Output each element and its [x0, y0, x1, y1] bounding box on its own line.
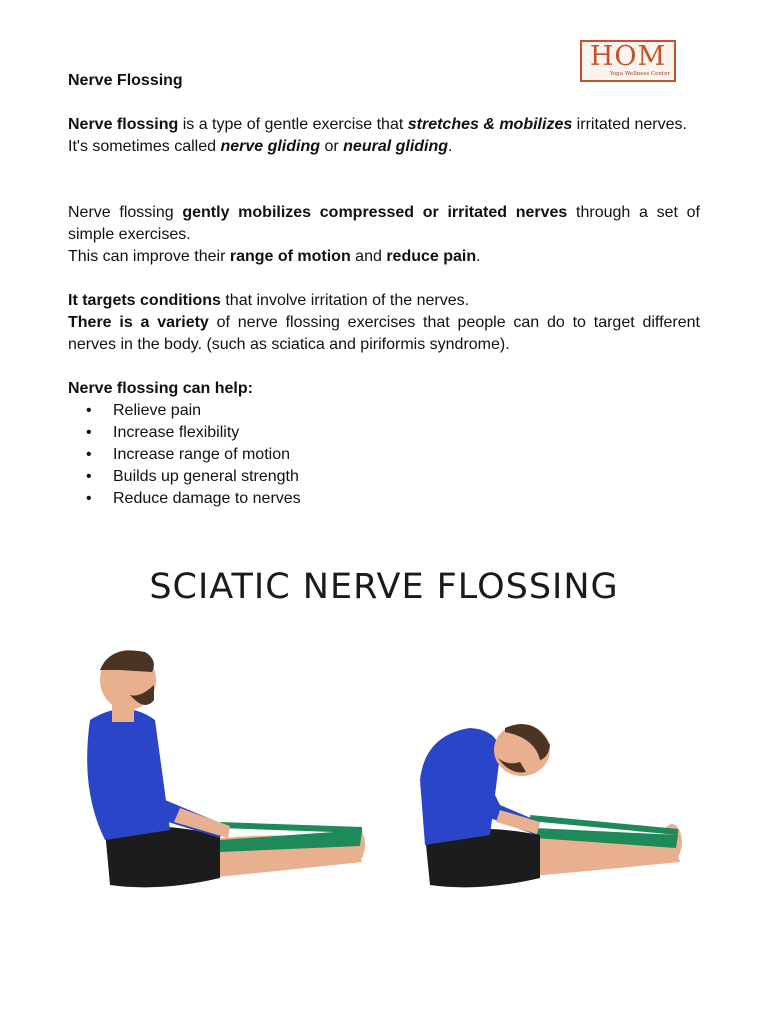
- emphasis-bold-italic: neural gliding: [343, 138, 449, 155]
- text-span: .: [476, 248, 481, 265]
- seated-slump-illustration: [400, 640, 700, 910]
- seated-upright-illustration: [70, 640, 380, 910]
- figure-heading: SCIATIC NERVE FLOSSING: [149, 567, 619, 607]
- hair-shape: [100, 650, 154, 672]
- seated-upright-figure: [70, 640, 380, 910]
- bullet-icon: •: [86, 424, 92, 441]
- text-span: Nerve flossing: [68, 204, 183, 221]
- text-span: of nerve flossing exercises that people can do to target different nerves in the body. (such as sciatica and piriformis syndrome).: [68, 314, 700, 353]
- improve-line: [68, 246, 700, 268]
- text-span: that involve irritation of the nerves.: [220, 292, 470, 309]
- emphasis-bold: There is a variety: [68, 314, 209, 331]
- mobilizes-line: [68, 202, 700, 246]
- emphasis-bold-italic: nerve gliding: [220, 138, 321, 155]
- paragraph-definition: [68, 114, 700, 158]
- variety-line: [68, 312, 700, 356]
- emphasis-bold: gently mobilizes compressed or irritated nerves: [182, 204, 568, 221]
- list-item: [68, 422, 700, 444]
- list-item-label: Increase flexibility: [113, 424, 240, 441]
- logo-subtitle: Yoga Wellness Center: [609, 71, 670, 77]
- bullet-icon: •: [86, 468, 92, 485]
- text-span: is a type of gentle exercise that: [178, 116, 408, 133]
- document-title: Nerve Flossing: [68, 72, 183, 89]
- list-item: [68, 466, 700, 488]
- paragraph-mobilizes: [68, 202, 700, 268]
- help-list: [68, 400, 700, 510]
- definition-line: [68, 114, 700, 136]
- bullet-icon: •: [86, 490, 92, 507]
- text-span: It's sometimes called: [68, 138, 221, 155]
- list-item-label: Relieve pain: [113, 402, 202, 419]
- list-item: [68, 444, 700, 466]
- list-item-label: Increase range of motion: [113, 446, 290, 463]
- band-strap: [220, 825, 362, 830]
- list-item: [68, 488, 700, 510]
- text-span: .: [448, 138, 453, 155]
- emphasis-bold: reduce pain: [386, 248, 477, 265]
- emphasis-bold: range of motion: [229, 248, 351, 265]
- term-bold: Nerve flossing: [68, 116, 179, 133]
- help-section: [68, 378, 700, 510]
- emphasis-bold-italic: stretches & mobilizes: [407, 116, 573, 133]
- text-span: This can improve their: [68, 248, 230, 265]
- list-item-label: Builds up general strength: [113, 468, 299, 485]
- list-item-label: Reduce damage to nerves: [113, 490, 301, 507]
- seated-slump-figure: [400, 640, 700, 910]
- bullet-icon: •: [86, 446, 92, 463]
- shirt-shape: [87, 709, 170, 840]
- list-item: [68, 400, 700, 422]
- alias-line: [68, 136, 700, 158]
- emphasis-bold: It targets conditions: [68, 292, 221, 309]
- text-span: and: [350, 248, 387, 265]
- bullet-icon: •: [86, 402, 92, 419]
- text-span: through a set of simple exercises.: [68, 204, 700, 243]
- logo-mark: HOM: [589, 41, 667, 72]
- text-span: or: [320, 138, 344, 155]
- paragraph-targets: [68, 290, 700, 356]
- help-heading: Nerve flossing can help:: [68, 380, 253, 397]
- targets-line: [68, 290, 700, 312]
- text-span: irritated nerves.: [572, 116, 687, 133]
